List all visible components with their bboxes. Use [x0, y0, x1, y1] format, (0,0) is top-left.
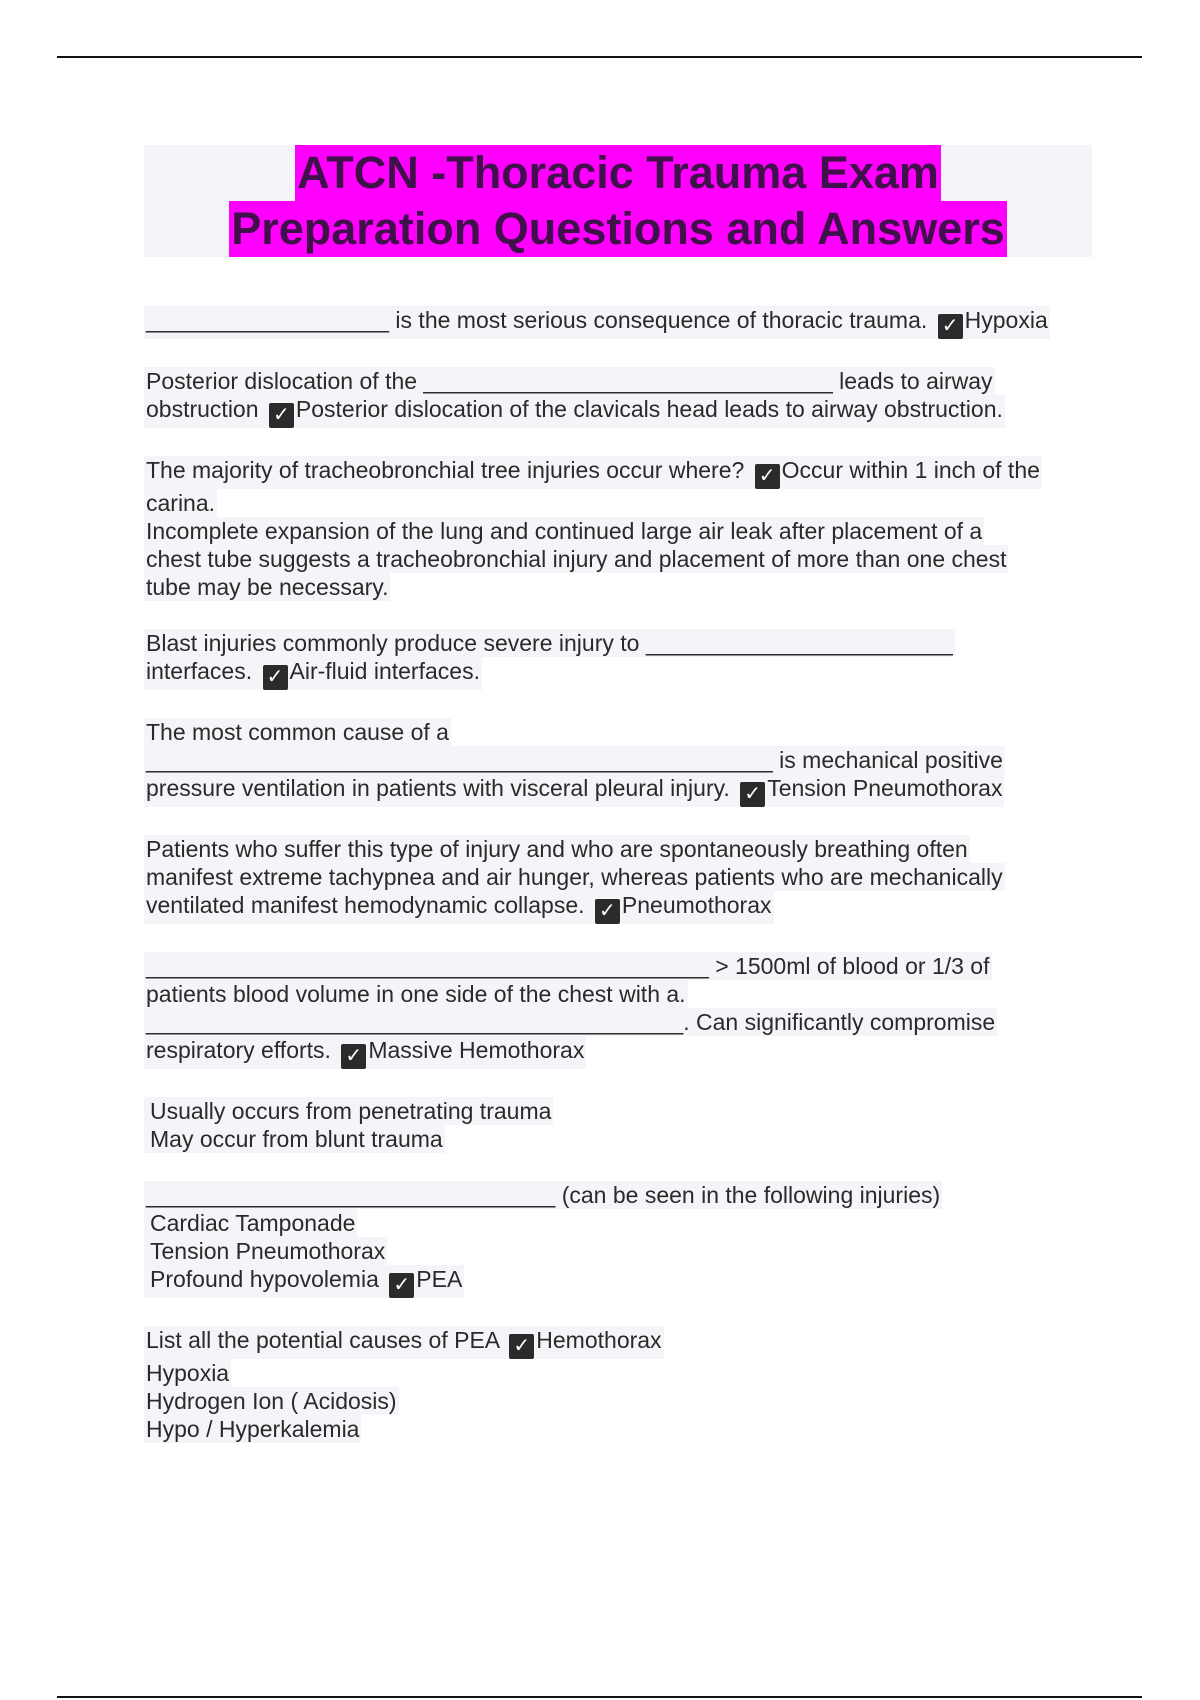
line-highlight — [144, 1181, 942, 1209]
line-text: _________________________________________________ is mechanical positive — [146, 747, 1003, 773]
line-highlight — [144, 1125, 445, 1153]
line-text: __________________________________________. Can significantly compromise — [146, 1009, 996, 1035]
qa-list — [144, 306, 1094, 1471]
qa-item — [144, 1326, 1094, 1443]
qa-item — [144, 306, 1094, 339]
qa-line — [144, 774, 1094, 807]
question-text: ___________________ is the most serious consequence of thoracic trauma. — [146, 307, 928, 333]
line-highlight — [144, 1415, 361, 1443]
line-text: Incomplete expansion of the lung and continued large air leak after placement of a — [146, 518, 983, 544]
line-text: chest tube suggests a tracheobronchial injury and placement of more than one chest — [146, 546, 1007, 572]
qa-line — [144, 1097, 1094, 1125]
qa-line — [144, 1237, 1094, 1265]
qa-line — [144, 718, 1094, 746]
line-text: Hydrogen Ion ( Acidosis) — [146, 1388, 397, 1414]
qa-item — [144, 718, 1094, 807]
checkmark-icon: ✓ — [595, 899, 620, 924]
line-text: Cardiac Tamponade — [150, 1210, 356, 1236]
qa-item — [144, 367, 1094, 428]
qa-line — [144, 1387, 1094, 1415]
title-block — [144, 145, 1092, 257]
line-text: ____________________________________________ > 1500ml of blood or 1/3 of — [146, 953, 990, 979]
answer-text: PEA — [416, 1266, 463, 1292]
line-text: The most common cause of a — [146, 719, 449, 745]
line-text: ________________________________ (can be seen in the following injuries) — [146, 1182, 941, 1208]
answer-text: Air-fluid interfaces. — [289, 658, 480, 684]
qa-item — [144, 835, 1094, 924]
qa-item — [144, 1181, 1094, 1298]
line-highlight — [144, 980, 688, 1008]
checkmark-icon: ✓ — [341, 1044, 366, 1069]
line-text: Blast injuries commonly produce severe injury to ________________________ — [146, 630, 953, 656]
line-highlight — [144, 456, 1042, 489]
line-highlight — [144, 1008, 997, 1036]
line-text: May occur from blunt trauma — [150, 1126, 443, 1152]
checkmark-icon: ✓ — [509, 1334, 534, 1359]
line-highlight — [144, 718, 451, 746]
qa-line — [144, 1181, 1094, 1209]
line-highlight — [144, 545, 1008, 573]
bottom-rule — [57, 1696, 1142, 1698]
line-highlight — [144, 367, 995, 395]
answer-text: Pneumothorax — [621, 892, 772, 918]
line-highlight — [144, 629, 955, 657]
line-text: tube may be necessary. — [146, 574, 389, 600]
qa-line — [144, 517, 1094, 545]
qa-line — [144, 1036, 1094, 1069]
qa-line — [144, 456, 1094, 489]
line-highlight — [144, 1265, 464, 1298]
line-highlight — [144, 306, 1050, 339]
line-highlight — [144, 517, 984, 545]
qa-line — [144, 863, 1094, 891]
checkmark-icon: ✓ — [938, 314, 963, 339]
question-text: Profound hypovolemia — [150, 1266, 379, 1292]
line-highlight — [144, 863, 1005, 891]
qa-item — [144, 629, 1094, 690]
line-text: Patients who suffer this type of injury and who are spontaneously breathing often — [146, 836, 968, 862]
question-text: The majority of tracheobronchial tree injuries occur where? — [146, 457, 745, 483]
answer-text: Massive Hemothorax — [368, 1037, 585, 1063]
qa-line — [144, 1326, 1094, 1359]
qa-line — [144, 395, 1094, 428]
line-highlight — [144, 1359, 231, 1387]
top-rule — [57, 56, 1142, 58]
qa-line — [144, 952, 1094, 980]
line-highlight — [144, 1326, 664, 1359]
answer-text: Hypoxia — [964, 307, 1048, 333]
qa-line — [144, 1265, 1094, 1298]
line-highlight — [144, 1097, 553, 1125]
line-highlight — [144, 573, 390, 601]
qa-line — [144, 746, 1094, 774]
line-highlight — [144, 395, 1005, 428]
qa-line — [144, 1008, 1094, 1036]
question-text: interfaces. — [146, 658, 253, 684]
qa-line — [144, 1209, 1094, 1237]
question-text: ventilated manifest hemodynamic collapse. — [146, 892, 585, 918]
qa-line — [144, 835, 1094, 863]
question-text: pressure ventilation in patients with visceral pleural injury. — [146, 775, 730, 801]
line-highlight — [144, 774, 1004, 807]
line-highlight — [144, 489, 217, 517]
line-text: Hypoxia — [146, 1360, 230, 1386]
qa-line — [144, 1125, 1094, 1153]
question-text: respiratory efforts. — [146, 1037, 331, 1063]
answer-text: Posterior dislocation of the clavicals head leads to airway obstruction. — [295, 396, 1003, 422]
qa-line — [144, 657, 1094, 690]
line-highlight — [144, 891, 774, 924]
line-highlight — [144, 657, 482, 690]
qa-line — [144, 980, 1094, 1008]
question-text: obstruction — [146, 396, 259, 422]
line-text: patients blood volume in one side of the chest with a. — [146, 981, 686, 1007]
line-highlight — [144, 952, 992, 980]
line-text: manifest extreme tachypnea and air hunger, whereas patients who are mechanically — [146, 864, 1003, 890]
checkmark-icon: ✓ — [263, 665, 288, 690]
qa-line — [144, 573, 1094, 601]
checkmark-icon: ✓ — [755, 464, 780, 489]
page-title-line-1: ATCN -Thoracic Trauma Exam — [295, 145, 941, 201]
qa-line — [144, 1359, 1094, 1387]
line-text: Hypo / Hyperkalemia — [146, 1416, 360, 1442]
line-highlight — [144, 1387, 399, 1415]
page-title-line-2: Preparation Questions and Answers — [229, 201, 1007, 257]
qa-line — [144, 545, 1094, 573]
checkmark-icon: ✓ — [740, 782, 765, 807]
qa-line — [144, 306, 1094, 339]
line-highlight — [144, 1209, 357, 1237]
line-text: Tension Pneumothorax — [150, 1238, 386, 1264]
qa-item — [144, 456, 1094, 601]
qa-line — [144, 629, 1094, 657]
line-highlight — [144, 835, 970, 863]
checkmark-icon: ✓ — [389, 1273, 414, 1298]
question-text: List all the potential causes of PEA — [146, 1327, 499, 1353]
qa-line — [144, 891, 1094, 924]
qa-item — [144, 952, 1094, 1069]
qa-line — [144, 489, 1094, 517]
line-text: carina. — [146, 490, 216, 516]
line-text: Posterior dislocation of the ________________________________ leads to airway — [146, 368, 993, 394]
qa-line — [144, 1415, 1094, 1443]
checkmark-icon: ✓ — [269, 403, 294, 428]
answer-text: Occur within 1 inch of the — [781, 457, 1040, 483]
qa-line — [144, 367, 1094, 395]
line-highlight — [144, 746, 1005, 774]
line-highlight — [144, 1237, 387, 1265]
answer-text: Tension Pneumothorax — [767, 775, 1003, 801]
line-highlight — [144, 1036, 586, 1069]
line-text: Usually occurs from penetrating trauma — [150, 1098, 552, 1124]
qa-item — [144, 1097, 1094, 1153]
answer-text: Hemothorax — [536, 1327, 662, 1353]
